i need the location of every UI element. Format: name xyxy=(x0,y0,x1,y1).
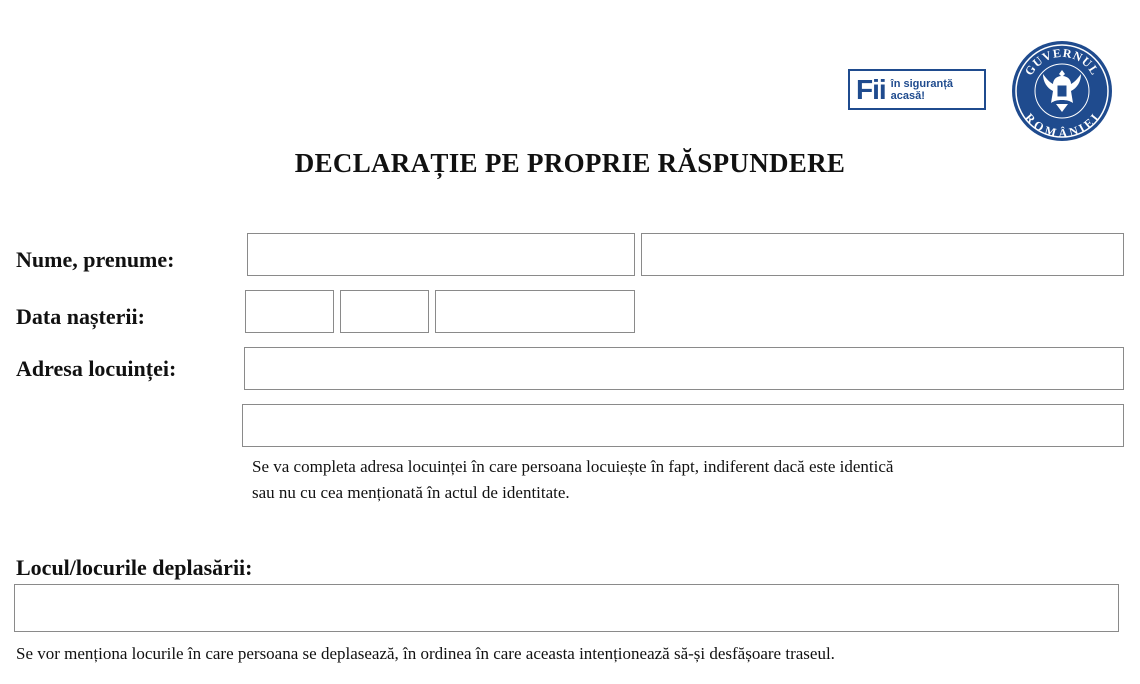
places-label: Locul/locurile deplasării: xyxy=(16,555,253,580)
places-input[interactable] xyxy=(14,584,1119,632)
address-note-line1: Se va completa adresa locuinței în care persoana locuiește în fapt, indiferent dacă este identică xyxy=(252,457,894,476)
birth-date-label: Data nașterii: xyxy=(16,304,145,329)
address-line2-input[interactable] xyxy=(242,404,1124,447)
seal-top-text: GUVERNUL xyxy=(1021,45,1103,78)
address-note-line2: sau nu cu cea menționată în actul de identitate. xyxy=(252,483,570,502)
badge-small-text xyxy=(891,78,953,102)
address-line1-input[interactable] xyxy=(244,347,1124,390)
fii-in-siguranta-logo xyxy=(848,69,986,110)
name-label: Nume, prenume: xyxy=(16,247,175,272)
birth-month-input[interactable] xyxy=(340,290,429,333)
seal-bottom-text: ROMÂNIEI xyxy=(1022,110,1102,140)
badge-big-text: Fii xyxy=(856,73,886,105)
birth-day-input[interactable] xyxy=(245,290,334,333)
places-note: Se vor menționa locurile în care persoana se deplasează, în ordinea în care aceasta intenționează să-și desfășoare traseul. xyxy=(16,644,835,663)
birth-year-input[interactable] xyxy=(435,290,635,333)
badge-line2: acasă! xyxy=(890,89,925,102)
address-label: Adresa locuinței: xyxy=(16,356,177,381)
government-seal-icon xyxy=(1011,40,1113,142)
badge-line1: în siguranță xyxy=(890,77,954,90)
page-title: DECLARAȚIE PE PROPRIE RĂSPUNDERE xyxy=(294,148,846,178)
last-name-input[interactable] xyxy=(247,233,635,276)
first-name-input[interactable] xyxy=(641,233,1124,276)
